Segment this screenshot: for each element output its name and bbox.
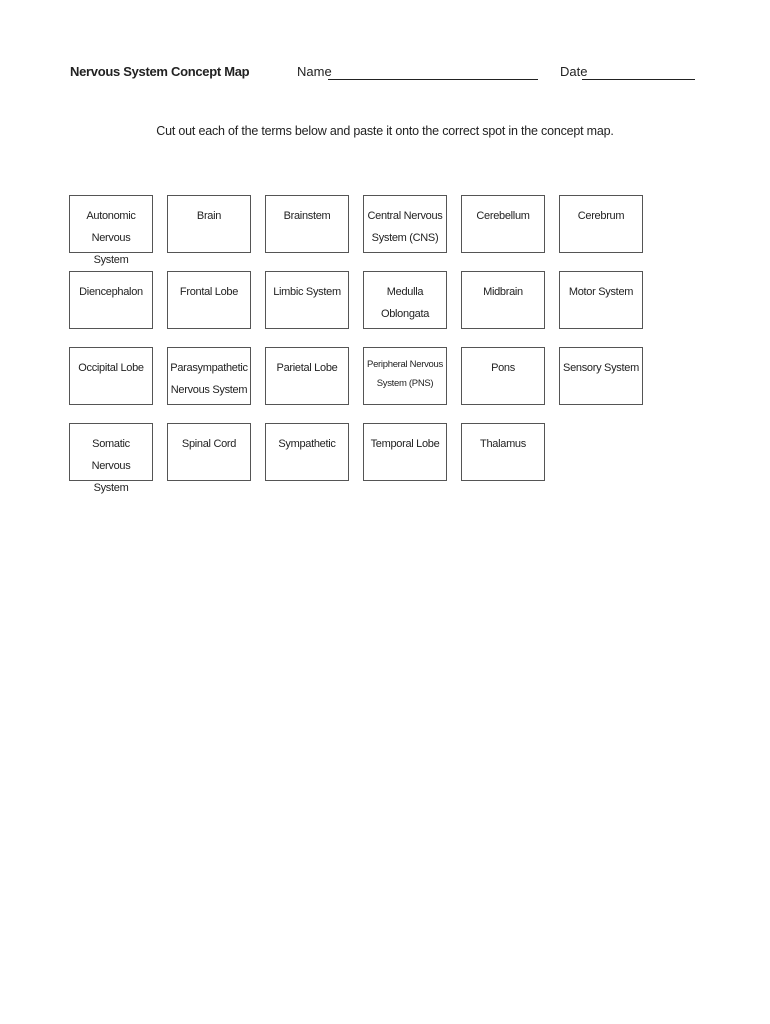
term-label: Temporal Lobe [370,438,440,450]
term-card [167,271,251,329]
term-card [363,423,447,481]
term-card [461,195,545,253]
term-card [167,423,251,481]
term-card [265,195,349,253]
date-blank-line [582,79,695,80]
term-card [265,271,349,329]
term-card [69,195,153,266]
term-card [265,347,349,405]
term-card [461,271,545,329]
term-card [559,195,643,253]
term-card [265,423,349,481]
term-label: Sympathetic [278,438,336,450]
term-label: Pons [491,362,515,374]
terms-grid [69,195,649,494]
term-card [167,347,251,405]
term-card [69,271,153,329]
term-label: Peripheral Nervous System (PNS) [367,359,443,389]
term-card [69,423,153,494]
name-blank-line [328,79,538,80]
term-label: Midbrain [483,286,523,298]
term-label: Central Nervous System (CNS) [367,210,443,244]
term-label: Cerebellum [476,210,530,222]
term-card [167,195,251,253]
date-label: Date [560,64,588,79]
name-label: Name [297,64,332,79]
instructions-text: Cut out each of the terms below and paste it onto the correct spot in the concept map. [156,124,614,138]
term-card [363,271,447,329]
term-label: Brainstem [283,210,331,222]
term-card [69,347,153,405]
term-label: Occipital Lobe [78,362,144,374]
term-label: Autonomic Nervous System [86,210,136,266]
term-label: Cerebrum [577,210,625,222]
term-label: Medulla Oblongata [380,286,430,320]
term-label: Limbic System [273,286,341,298]
term-card [363,347,447,405]
worksheet-header [0,64,770,84]
term-label: Diencephalon [79,286,143,298]
page-title: Nervous System Concept Map [70,64,250,79]
term-card [559,347,643,405]
term-label: Brain [196,210,222,222]
term-label: Parasympathetic Nervous System [170,362,248,396]
term-card [559,271,643,329]
term-card [363,195,447,253]
term-label: Sensory System [563,362,639,374]
term-label: Thalamus [480,438,526,450]
term-label: Somatic Nervous System [91,438,131,494]
term-label: Motor System [568,286,634,298]
term-label: Spinal Cord [181,438,237,450]
term-card [461,347,545,405]
term-label: Parietal Lobe [276,362,338,374]
term-label: Frontal Lobe [179,286,239,298]
term-card [461,423,545,481]
